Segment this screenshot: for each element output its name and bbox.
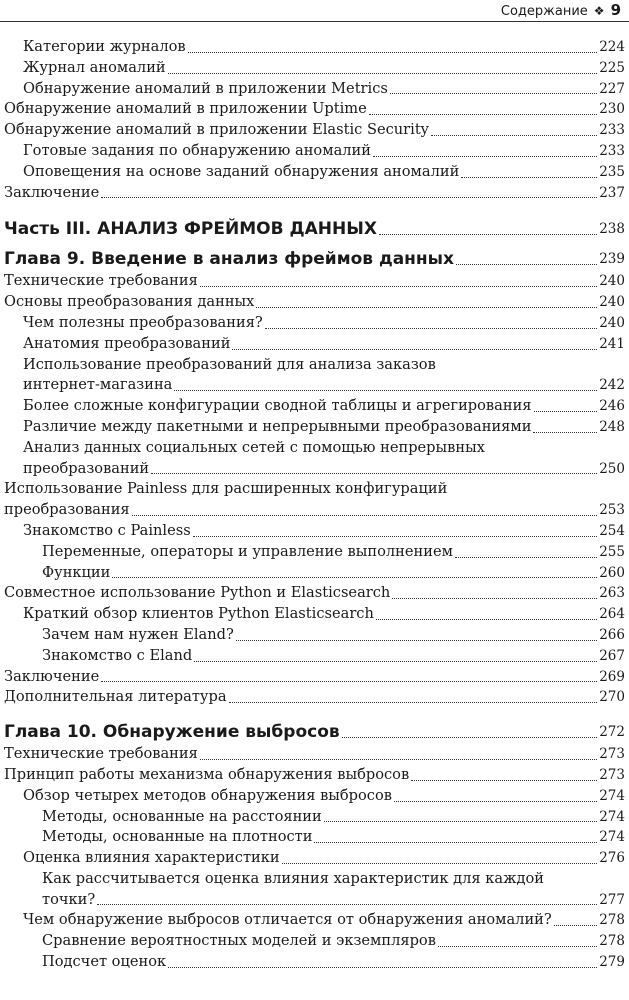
toc-entry[interactable]: Категории журналов 224 (23, 38, 625, 55)
toc-entry[interactable]: Обзор четырех методов обнаружения выбросов 274 (23, 786, 625, 804)
chapter-title: Глава 10. Обнаружение выбросов (4, 722, 340, 743)
toc-entry[interactable]: Как рассчитывается оценка влияния характеристик для каждой точки? 277 (42, 869, 625, 908)
toc-entry[interactable]: Анализ данных социальных сетей с помощью непрерывных преобразований 250 (23, 438, 625, 477)
header-page-number: 9 (610, 1, 621, 19)
part-title: Часть III. АНАЛИЗ ФРЕЙМОВ ДАННЫХ (4, 219, 377, 240)
toc-entry[interactable]: Методы, основанные на расстоянии 274 (42, 807, 625, 825)
toc-entry[interactable]: Заключение 237 (4, 183, 625, 201)
toc-entry[interactable]: Зачем нам нужен Eland? 266 (42, 625, 625, 643)
toc-entry[interactable]: Журнал аномалий 225 (23, 58, 625, 76)
toc-entry[interactable]: Заключение 269 (4, 667, 625, 685)
toc-entry[interactable]: Обнаружение аномалий в приложении Metrics 227 (23, 79, 625, 97)
table-of-contents (4, 37, 625, 973)
toc-entry[interactable]: Технические требования 240 (4, 272, 625, 290)
toc-entry[interactable]: Совместное использование Python и Elasticsearch 263 (4, 584, 625, 602)
chapter-10-heading[interactable]: Глава 10. Обнаружение выбросов 272 (4, 722, 625, 743)
toc-entry[interactable]: Оповещения на основе заданий обнаружения аномалий 235 (23, 162, 625, 180)
toc-entry[interactable]: Знакомство с Eland 267 (42, 646, 625, 664)
toc-entry[interactable]: Переменные, операторы и управление выполнением 255 (42, 542, 625, 560)
part-heading[interactable]: Часть III. АНАЛИЗ ФРЕЙМОВ ДАННЫХ 238 (4, 219, 625, 240)
chapter-title: Глава 9. Введение в анализ фреймов данных (4, 249, 455, 270)
toc-entry[interactable]: Подсчет оценок 279 (42, 953, 625, 971)
chapter-9-heading[interactable]: Глава 9. Введение в анализ фреймов данных 239 (4, 249, 625, 270)
toc-entry[interactable]: Технические требования 273 (4, 745, 625, 763)
toc-entry[interactable]: Принцип работы механизма обнаружения выбросов 273 (4, 765, 625, 783)
toc-entry[interactable]: Использование преобразований для анализа заказов интернет-магазина 242 (23, 355, 625, 394)
toc-entry[interactable]: Готовые задания по обнаружению аномалий 233 (23, 141, 625, 159)
toc-entry[interactable]: Сравнение вероятностных моделей и экземпляров 278 (42, 932, 625, 950)
toc-entry[interactable]: Обнаружение аномалий в приложении Elastic Security 233 (4, 121, 625, 139)
toc-entry[interactable]: Краткий обзор клиентов Python Elasticsearch 264 (23, 605, 625, 623)
toc-entry[interactable]: Знакомство с Painless 254 (23, 521, 625, 539)
toc-entry[interactable]: Обнаружение аномалий в приложении Uptime 230 (4, 100, 625, 118)
toc-entry[interactable]: Дополнительная литература 270 (4, 688, 625, 706)
header-title: Содержание (500, 4, 588, 19)
toc-entry[interactable]: Анатомия преобразований 241 (23, 334, 625, 352)
toc-entry[interactable]: Оценка влияния характеристики 276 (23, 849, 625, 867)
ornament-icon: ❖ (593, 4, 605, 18)
toc-entry[interactable]: Более сложные конфигурации сводной таблицы и агрегирования 246 (23, 397, 625, 415)
toc-entry[interactable]: Чем полезны преобразования? 240 (23, 313, 625, 331)
page-header (0, 0, 629, 22)
toc-entry[interactable]: Основы преобразования данных 240 (4, 293, 625, 311)
toc-entry[interactable]: Методы, основанные на плотности 274 (42, 828, 625, 846)
toc-entry[interactable]: Чем обнаружение выбросов отличается от обнаружения аномалий? 278 (23, 911, 625, 929)
toc-entry[interactable]: Функции 260 (42, 563, 625, 581)
toc-entry[interactable]: Использование Painless для расширенных конфигураций преобразования 253 (4, 480, 625, 519)
toc-entry[interactable]: Различие между пакетными и непрерывными преобразованиями 248 (23, 417, 625, 435)
